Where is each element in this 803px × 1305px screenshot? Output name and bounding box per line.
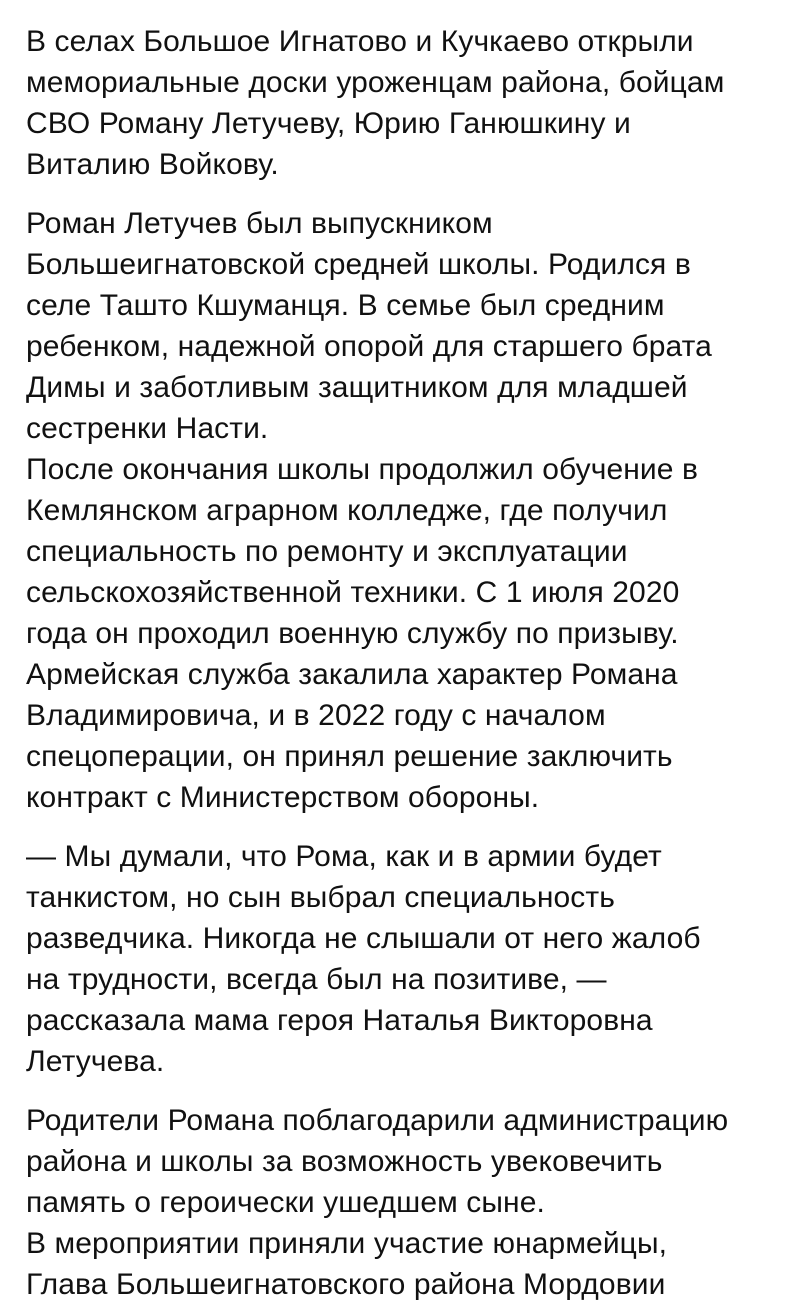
text-line: Родители Романа поблагодарили администрацию (26, 1104, 729, 1137)
text-line: Виталию Войкову. (26, 148, 279, 181)
text-line: Димы и заботливым защитником для младшей (26, 371, 688, 404)
paragraph-gap (26, 185, 796, 203)
text-line: ребенком, надежной опорой для старшего брата (26, 330, 712, 363)
text-line: мемориальные доски уроженцам района, бойцам (26, 66, 725, 99)
text-line: Глава Большеигнатовского района Мордовии (26, 1268, 666, 1301)
text-line: Большеигнатовской средней школы. Родился в (26, 248, 691, 281)
text-line: После окончания школы продолжил обучение в (26, 453, 699, 486)
paragraph-closing (26, 1100, 796, 1305)
text-line: память о героически ушедшем сыне. (26, 1186, 545, 1219)
text-line: танкистом, но сын выбрал специальность (26, 881, 615, 914)
paragraph-biography (26, 203, 796, 818)
paragraph-quote (26, 836, 796, 1082)
text-line: Летучева. (26, 1045, 165, 1078)
text-line: сельскохозяйственной техники. С 1 июля 2020 (26, 576, 680, 609)
text-line: года он проходил военную службу по призыву. (26, 617, 679, 650)
post-text (26, 21, 796, 1305)
text-line: Владимировича, и в 2022 году с началом (26, 699, 606, 732)
text-line: В мероприятии приняли участие юнармейцы, (26, 1227, 668, 1260)
text-line: специальность по ремонту и эксплуатации (26, 535, 628, 568)
text-line: Армейская служба закалила характер Романа (26, 658, 678, 691)
text-line: — Мы думали, что Рома, как и в армии будет (26, 840, 662, 873)
text-line: контракт с Министерством обороны. (26, 781, 540, 814)
text-line: сестренки Насти. (26, 412, 269, 445)
text-line: рассказала мама героя Наталья Викторовна (26, 1004, 653, 1037)
text-line: разведчика. Никогда не слышали от него жалоб (26, 922, 701, 955)
text-line: Кемлянском аграрном колледже, где получил (26, 494, 668, 527)
paragraph-intro (26, 21, 796, 185)
text-line: В селах Большое Игнатово и Кучкаево открыли (26, 25, 694, 58)
text-line: спецоперации, он принял решение заключить (26, 740, 673, 773)
paragraph-gap (26, 818, 796, 836)
text-line: на трудности, всегда был на позитиве, — (26, 963, 607, 996)
text-line: селе Ташто Кшуманця. В семье был средним (26, 289, 665, 322)
paragraph-gap (26, 1082, 796, 1100)
text-line: района и школы за возможность увековечить (26, 1145, 663, 1178)
text-line: СВО Роману Летучеву, Юрию Ганюшкину и (26, 107, 631, 140)
text-line: Роман Летучев был выпускником (26, 207, 493, 240)
